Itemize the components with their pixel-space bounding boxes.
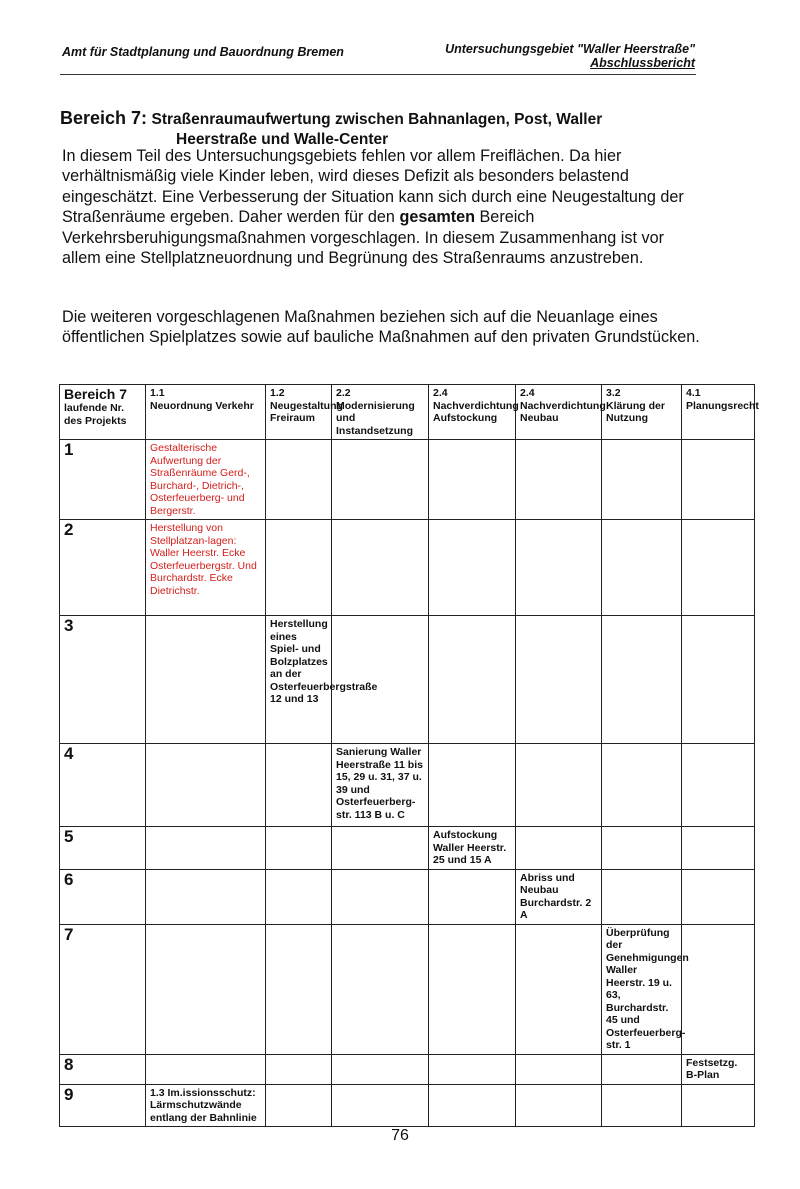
- table-cell: [266, 1054, 332, 1084]
- project-number-cell: 2: [60, 520, 146, 616]
- table-cell: Aufstockung Waller Heerstr. 25 und 15 A: [429, 827, 516, 870]
- header-divider: [60, 74, 696, 75]
- table-cell: [682, 924, 755, 1054]
- intro-text-bold: gesamten: [399, 208, 476, 227]
- header-first-title: Bereich 7: [64, 386, 128, 402]
- table-cell: [682, 744, 755, 827]
- table-cell: [332, 827, 429, 870]
- project-number-cell: 6: [60, 869, 146, 924]
- table-cell: Gestalterische Aufwertung der Straßenräume Gerd-, Burchard-, Dietrich-, Osterfeuerberg- und Bergerstr.: [146, 440, 266, 520]
- table-cell: [266, 869, 332, 924]
- table-cell: [429, 616, 516, 744]
- table-cell: [602, 744, 682, 827]
- section-heading: [60, 108, 700, 150]
- table-cell: Festsetzg. B-Plan: [682, 1054, 755, 1084]
- intro-text-a: In diesem Teil des Untersuchungsgebiets fehlen vor allem Freiflächen. Da hier verhältnismäßig viele Kinder leben, wird dieses Defizit als besonders belastend eingeschätzt. Eine Verbesserung der Situation kann sich durch eine Neugestaltung der Straßenräume ergeben. Daher werden für den: [62, 147, 684, 227]
- table-cell: [516, 827, 602, 870]
- header-cell: 1.1 Neuordnung Verkehr: [146, 385, 266, 440]
- project-number-cell: 1: [60, 440, 146, 520]
- table-cell: [266, 924, 332, 1054]
- header-report-type: Abschlussbericht: [590, 56, 695, 70]
- table-cell: [602, 440, 682, 520]
- table-cell: [332, 1054, 429, 1084]
- table-row: [60, 520, 755, 616]
- table-row: [60, 1054, 755, 1084]
- table-cell: [332, 440, 429, 520]
- table-cell: [682, 827, 755, 870]
- table-cell: [146, 744, 266, 827]
- header-cell-project-number: [60, 385, 146, 440]
- table-cell: [429, 440, 516, 520]
- header-first-sub: laufende Nr. des Projekts: [64, 402, 127, 427]
- section-title-line2: Heerstraße und Walle-Center: [176, 131, 389, 148]
- table-row: [60, 616, 755, 744]
- table-row: [60, 869, 755, 924]
- table-cell: [332, 616, 429, 744]
- table-cell: [146, 827, 266, 870]
- table-cell: [146, 1054, 266, 1084]
- table-row: [60, 924, 755, 1054]
- table-header-row: [60, 385, 755, 440]
- table-cell: [516, 924, 602, 1054]
- header-cell: 2.4 Nachverdichtung Neubau: [516, 385, 602, 440]
- table-cell: [682, 440, 755, 520]
- measures-paragraph: Die weiteren vorgeschlagenen Maßnahmen beziehen sich auf die Neuanlage eines öffentlichen Spielplatzes sowie auf bauliche Maßnahmen auf den privaten Grundstücken.: [62, 308, 700, 347]
- table-cell: [332, 1084, 429, 1127]
- table-cell: [429, 520, 516, 616]
- header-cell: 4.1 Planungsrecht: [682, 385, 755, 440]
- table-cell: [332, 924, 429, 1054]
- header-project-title: Untersuchungsgebiet "Waller Heerstraße": [445, 42, 695, 56]
- table-row: [60, 827, 755, 870]
- section-label: Bereich 7:: [60, 108, 148, 128]
- table-cell: [429, 1054, 516, 1084]
- intro-paragraph: [62, 146, 702, 268]
- table-cell: [429, 869, 516, 924]
- table-cell: [429, 744, 516, 827]
- header-cell: 3.2 Klärung der Nutzung: [602, 385, 682, 440]
- project-number-cell: 8: [60, 1054, 146, 1084]
- table-cell: [682, 616, 755, 744]
- table-cell: [516, 1084, 602, 1127]
- table-cell: [682, 520, 755, 616]
- header-cell: 2.4 Nachverdichtung Aufstockung: [429, 385, 516, 440]
- table-cell: [429, 924, 516, 1054]
- table-row: [60, 1084, 755, 1127]
- table-cell: [266, 827, 332, 870]
- table-cell: 1.3 Im.issionsschutz: Lärmschutzwände entlang der Bahnlinie: [146, 1084, 266, 1127]
- header-project: [445, 42, 695, 70]
- project-number-cell: 7: [60, 924, 146, 1054]
- table-cell: [602, 616, 682, 744]
- table-cell: [266, 1084, 332, 1127]
- table-cell: [682, 1084, 755, 1127]
- table-cell: [266, 520, 332, 616]
- table-cell: [602, 1054, 682, 1084]
- table-cell: [332, 869, 429, 924]
- table-cell: [516, 616, 602, 744]
- table-cell: [146, 924, 266, 1054]
- table-cell: [516, 520, 602, 616]
- table-cell: [516, 1054, 602, 1084]
- table-cell: Herstellung von Stellplatzan-lagen: Waller Heerstr. Ecke Osterfeuerbergstr. Und Burchardstr. Ecke Dietrichstr.: [146, 520, 266, 616]
- table-cell: [516, 744, 602, 827]
- table-cell: [429, 1084, 516, 1127]
- project-number-cell: 3: [60, 616, 146, 744]
- project-number-cell: 5: [60, 827, 146, 870]
- table-cell: [266, 744, 332, 827]
- header-cell: 2.2 Modernisierung und Instandsetzung: [332, 385, 429, 440]
- table-cell: Überprüfung der Genehmigungen Waller Heerstr. 19 u. 63, Burchardstr. 45 und Osterfeuerberg-str. 1: [602, 924, 682, 1054]
- projects-table: [59, 384, 759, 1127]
- project-number-cell: 9: [60, 1084, 146, 1127]
- page-number: 76: [391, 1127, 409, 1144]
- table-cell: [682, 869, 755, 924]
- table-row: [60, 440, 755, 520]
- header-agency: Amt für Stadtplanung und Bauordnung Bremen: [62, 45, 344, 59]
- table-cell: [602, 869, 682, 924]
- intro-text-b: Bereich Verkehrsberuhigungsmaßnahmen vorgeschlagen. In diesem Zusammenhang ist vor allem eine Stellplatzneuordnung und Begrünung des Straßenraums anzustreben.: [62, 208, 664, 268]
- table-cell: [602, 520, 682, 616]
- table-cell: Abriss und Neubau Burchardstr. 2 A: [516, 869, 602, 924]
- project-number-cell: 4: [60, 744, 146, 827]
- table-row: [60, 744, 755, 827]
- table-cell: [146, 616, 266, 744]
- table-cell: [516, 440, 602, 520]
- table-cell: [602, 1084, 682, 1127]
- table-cell: [146, 869, 266, 924]
- table-cell: Herstellung eines Spiel- und Bolzplatzes an der Osterfeuerbergstraße 12 und 13: [266, 616, 332, 744]
- table-cell: [332, 520, 429, 616]
- header-cell: 1.2 Neugestaltung Freiraum: [266, 385, 332, 440]
- table-cell: [266, 440, 332, 520]
- section-title-line1: Straßenraumaufwertung zwischen Bahnanlagen, Post, Waller: [151, 111, 603, 128]
- table-cell: Sanierung Waller Heerstraße 11 bis 15, 29 u. 31, 37 u. 39 und Osterfeuerberg-str. 113 B u. C: [332, 744, 429, 827]
- table-cell: [602, 827, 682, 870]
